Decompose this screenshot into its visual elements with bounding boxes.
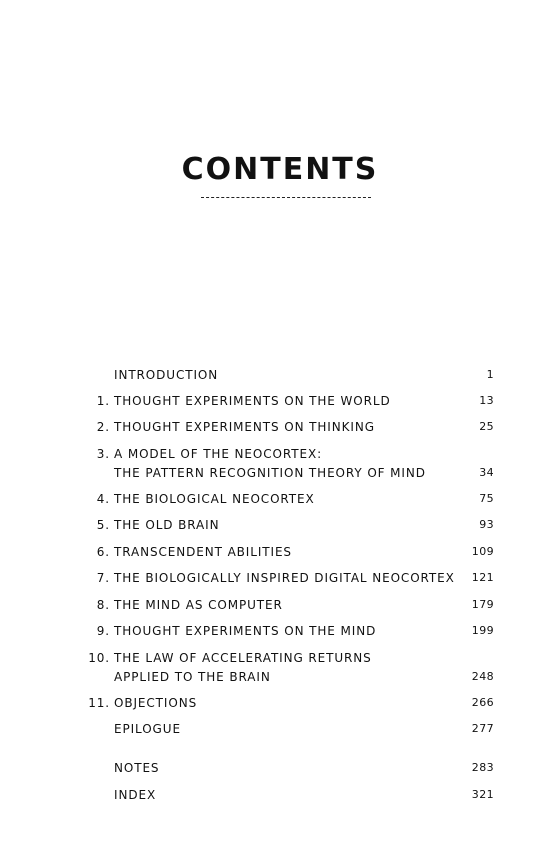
- toc-entry-title: INTRODUCTION: [114, 368, 219, 382]
- toc-entry-number: 6.: [96, 545, 110, 559]
- toc-entry-title: NOTES: [114, 761, 160, 775]
- toc-entry-title: THE MIND AS COMPUTER: [114, 598, 283, 612]
- toc-entry-title-continued: THE PATTERN RECOGNITION THEORY OF MIND: [114, 466, 426, 480]
- toc-entry-title: THE BIOLOGICALLY INSPIRED DIGITAL NEOCORTEX: [114, 571, 455, 585]
- toc-entry-page: 1: [486, 368, 494, 381]
- toc-entry-page: 93: [479, 518, 494, 531]
- toc-entry-title: THE BIOLOGICAL NEOCORTEX: [114, 492, 315, 506]
- toc-entry-page: 248: [471, 670, 494, 683]
- toc-entry-number: 2.: [96, 420, 110, 434]
- toc-entry-title: THOUGHT EXPERIMENTS ON THE MIND: [114, 624, 377, 638]
- toc-entry-page: 321: [471, 788, 494, 801]
- toc-entry-page: 25: [479, 420, 494, 433]
- toc-entry-number: 7.: [96, 571, 110, 585]
- toc-entry-title-continued: APPLIED TO THE BRAIN: [114, 670, 271, 684]
- toc-entry-page: 283: [471, 761, 494, 774]
- toc-entry-page: 199: [471, 624, 494, 637]
- toc-entry-title: EPILOGUE: [114, 722, 181, 736]
- toc-entry-title: THE OLD BRAIN: [114, 518, 220, 532]
- toc-entry-title: THOUGHT EXPERIMENTS ON THE WORLD: [114, 394, 391, 408]
- toc-entry-number: 4.: [96, 492, 110, 506]
- toc-entry-number: 10.: [88, 651, 110, 665]
- toc-entry-number: 3.: [96, 447, 110, 461]
- toc-entry-title: THOUGHT EXPERIMENTS ON THINKING: [114, 420, 375, 434]
- toc-entry-page: 277: [471, 722, 494, 735]
- toc-entry-page: 266: [471, 696, 494, 709]
- toc-entry-page: 75: [479, 492, 494, 505]
- toc-entry-number: 9.: [96, 624, 110, 638]
- page-title: CONTENTS: [181, 152, 379, 187]
- toc-entry-title: INDEX: [114, 788, 157, 802]
- toc-entry-page: 121: [471, 571, 494, 584]
- toc-entry-title: OBJECTIONS: [114, 696, 198, 710]
- toc-entry-title: A MODEL OF THE NEOCORTEX:: [114, 447, 323, 461]
- toc-entry-title: TRANSCENDENT ABILITIES: [114, 545, 292, 559]
- toc-entry-page: 179: [471, 598, 494, 611]
- toc-entry-number: 1.: [96, 394, 110, 408]
- toc-entry-number: 11.: [88, 696, 110, 710]
- toc-entry-number: 5.: [96, 518, 110, 532]
- toc-entry-page: 34: [479, 466, 494, 479]
- toc-entry-page: 13: [479, 394, 494, 407]
- toc-entry-number: 8.: [96, 598, 110, 612]
- toc-entry-page: 109: [471, 545, 494, 558]
- toc-entry-title: THE LAW OF ACCELERATING RETURNS: [114, 651, 372, 665]
